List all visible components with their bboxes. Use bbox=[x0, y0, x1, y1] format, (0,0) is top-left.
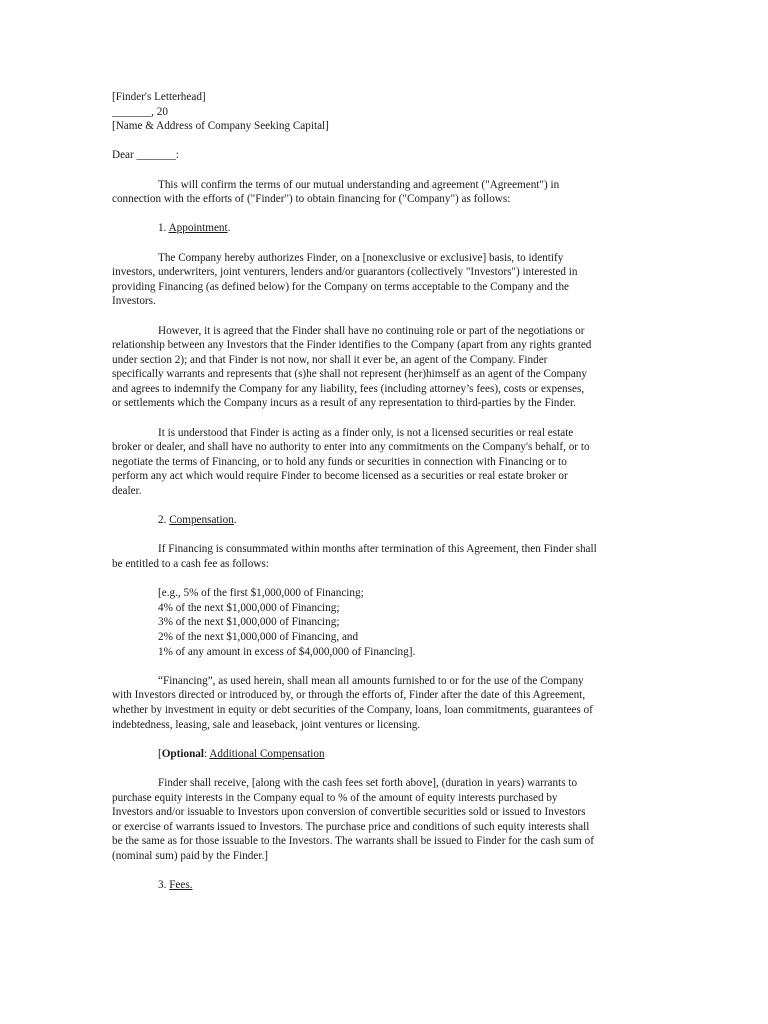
optional-section-heading: [Optional: Additional Compensation bbox=[158, 747, 325, 760]
list-item: 3% of the next $1,000,000 of Financing; bbox=[158, 616, 340, 629]
addressee: [Name & Address of Company Seeking Capital] bbox=[112, 120, 329, 133]
salutation: Dear _______: bbox=[112, 149, 179, 162]
optional-label: Optional bbox=[161, 747, 205, 760]
section-3-title: Fees. bbox=[169, 879, 193, 892]
section-1-paragraph-1: The Company hereby authorizes Finder, on a [nonexclusive or exclusive] basis, to identify investors, underwriters, joint venturers, lenders and/or guarantors (collectively "Investors") interested in providing Financing (as defined below) for the Company on terms acceptable to the Company and the Investors. bbox=[112, 251, 578, 308]
list-item: [e.g., 5% of the first $1,000,000 of Financing; bbox=[158, 587, 364, 600]
section-2-heading: 2. Compensation. bbox=[158, 514, 237, 527]
date-line: _______, 20 bbox=[112, 105, 168, 118]
optional-section-paragraph: Finder shall receive, [along with the cash fees set forth above], (duration in years) warrants to purchase equity interests in the Company equal to % of the amount of equity interests purchased by Investors and/or issuable to Investors upon conversion of convertible securities sold or issued to Investors or exercise of warrants issued to Investors. The purchase price and conditions of such equity interests shall be the same as for those issuable to the Investors. The warrants shall be issued to Finder for the cash sum of (nominal sum) paid by the Finder.] bbox=[112, 776, 594, 862]
list-item: 4% of the next $1,000,000 of Financing; bbox=[158, 601, 340, 614]
section-2-title: Compensation bbox=[169, 514, 234, 527]
section-1-paragraph-3: It is understood that Finder is acting as a finder only, is not a licensed securities or real estate broker or dealer, and shall have no authority to enter into any commitments on the Company's behalf, or to negotiate the terms of Financing, or to hold any funds or securities in connection with Financing or to perform any act which would require Finder to become licensed as a securities or real estate broker or dealer. bbox=[112, 426, 590, 498]
intro-paragraph: This will confirm the terms of our mutual understanding and agreement ("Agreement") in connection with the efforts of ("Finder") to obtain financing for ("Company") as follows: bbox=[112, 178, 560, 206]
letter-body bbox=[112, 90, 658, 893]
letterhead: [Finder's Letterhead] bbox=[112, 91, 206, 103]
section-1-paragraph-2: However, it is agreed that the Finder shall have no continuing role or part of the negotiations or relationship between any Investors that the Finder identifies to the Company (apart from any rights granted under section 2); and that Finder is not now, nor shall it ever be, an agent of the Company. Finder specifically warrants and represents that (s)he shall not represent (her)himself as an agent of the Company and agrees to indemnify the Company for any liability, fees (including attorney’s fees), costs or expenses, or settlements which the Company incurs as a result of any representation to third-parties by the Finder. bbox=[112, 324, 592, 410]
section-1-heading: 1. Appointment. bbox=[158, 222, 231, 235]
fee-schedule-list bbox=[112, 586, 658, 659]
optional-section-title: Additional Compensation bbox=[209, 747, 325, 760]
list-item: 1% of any amount in excess of $4,000,000 of Financing]. bbox=[158, 645, 416, 658]
section-2-paragraph-1: If Financing is consummated within months after termination of this Agreement, then Finder shall be entitled to a cash fee as follows: bbox=[112, 543, 597, 570]
list-item: 2% of the next $1,000,000 of Financing, and bbox=[158, 630, 359, 643]
section-3-heading: 3. Fees. bbox=[158, 879, 193, 892]
section-1-title: Appointment bbox=[168, 222, 228, 235]
financing-definition-paragraph: “Financing”, as used herein, shall mean all amounts furnished to or for the use of the Company with Investors directed or introduced by, or through the efforts of, Finder after the date of this Agreement, whether by investment in equity or debt securities of the Company, loans, loan commitments, guarantees of indebtedness, leasing, sale and leaseback, joint ventures or licensing. bbox=[112, 674, 593, 731]
